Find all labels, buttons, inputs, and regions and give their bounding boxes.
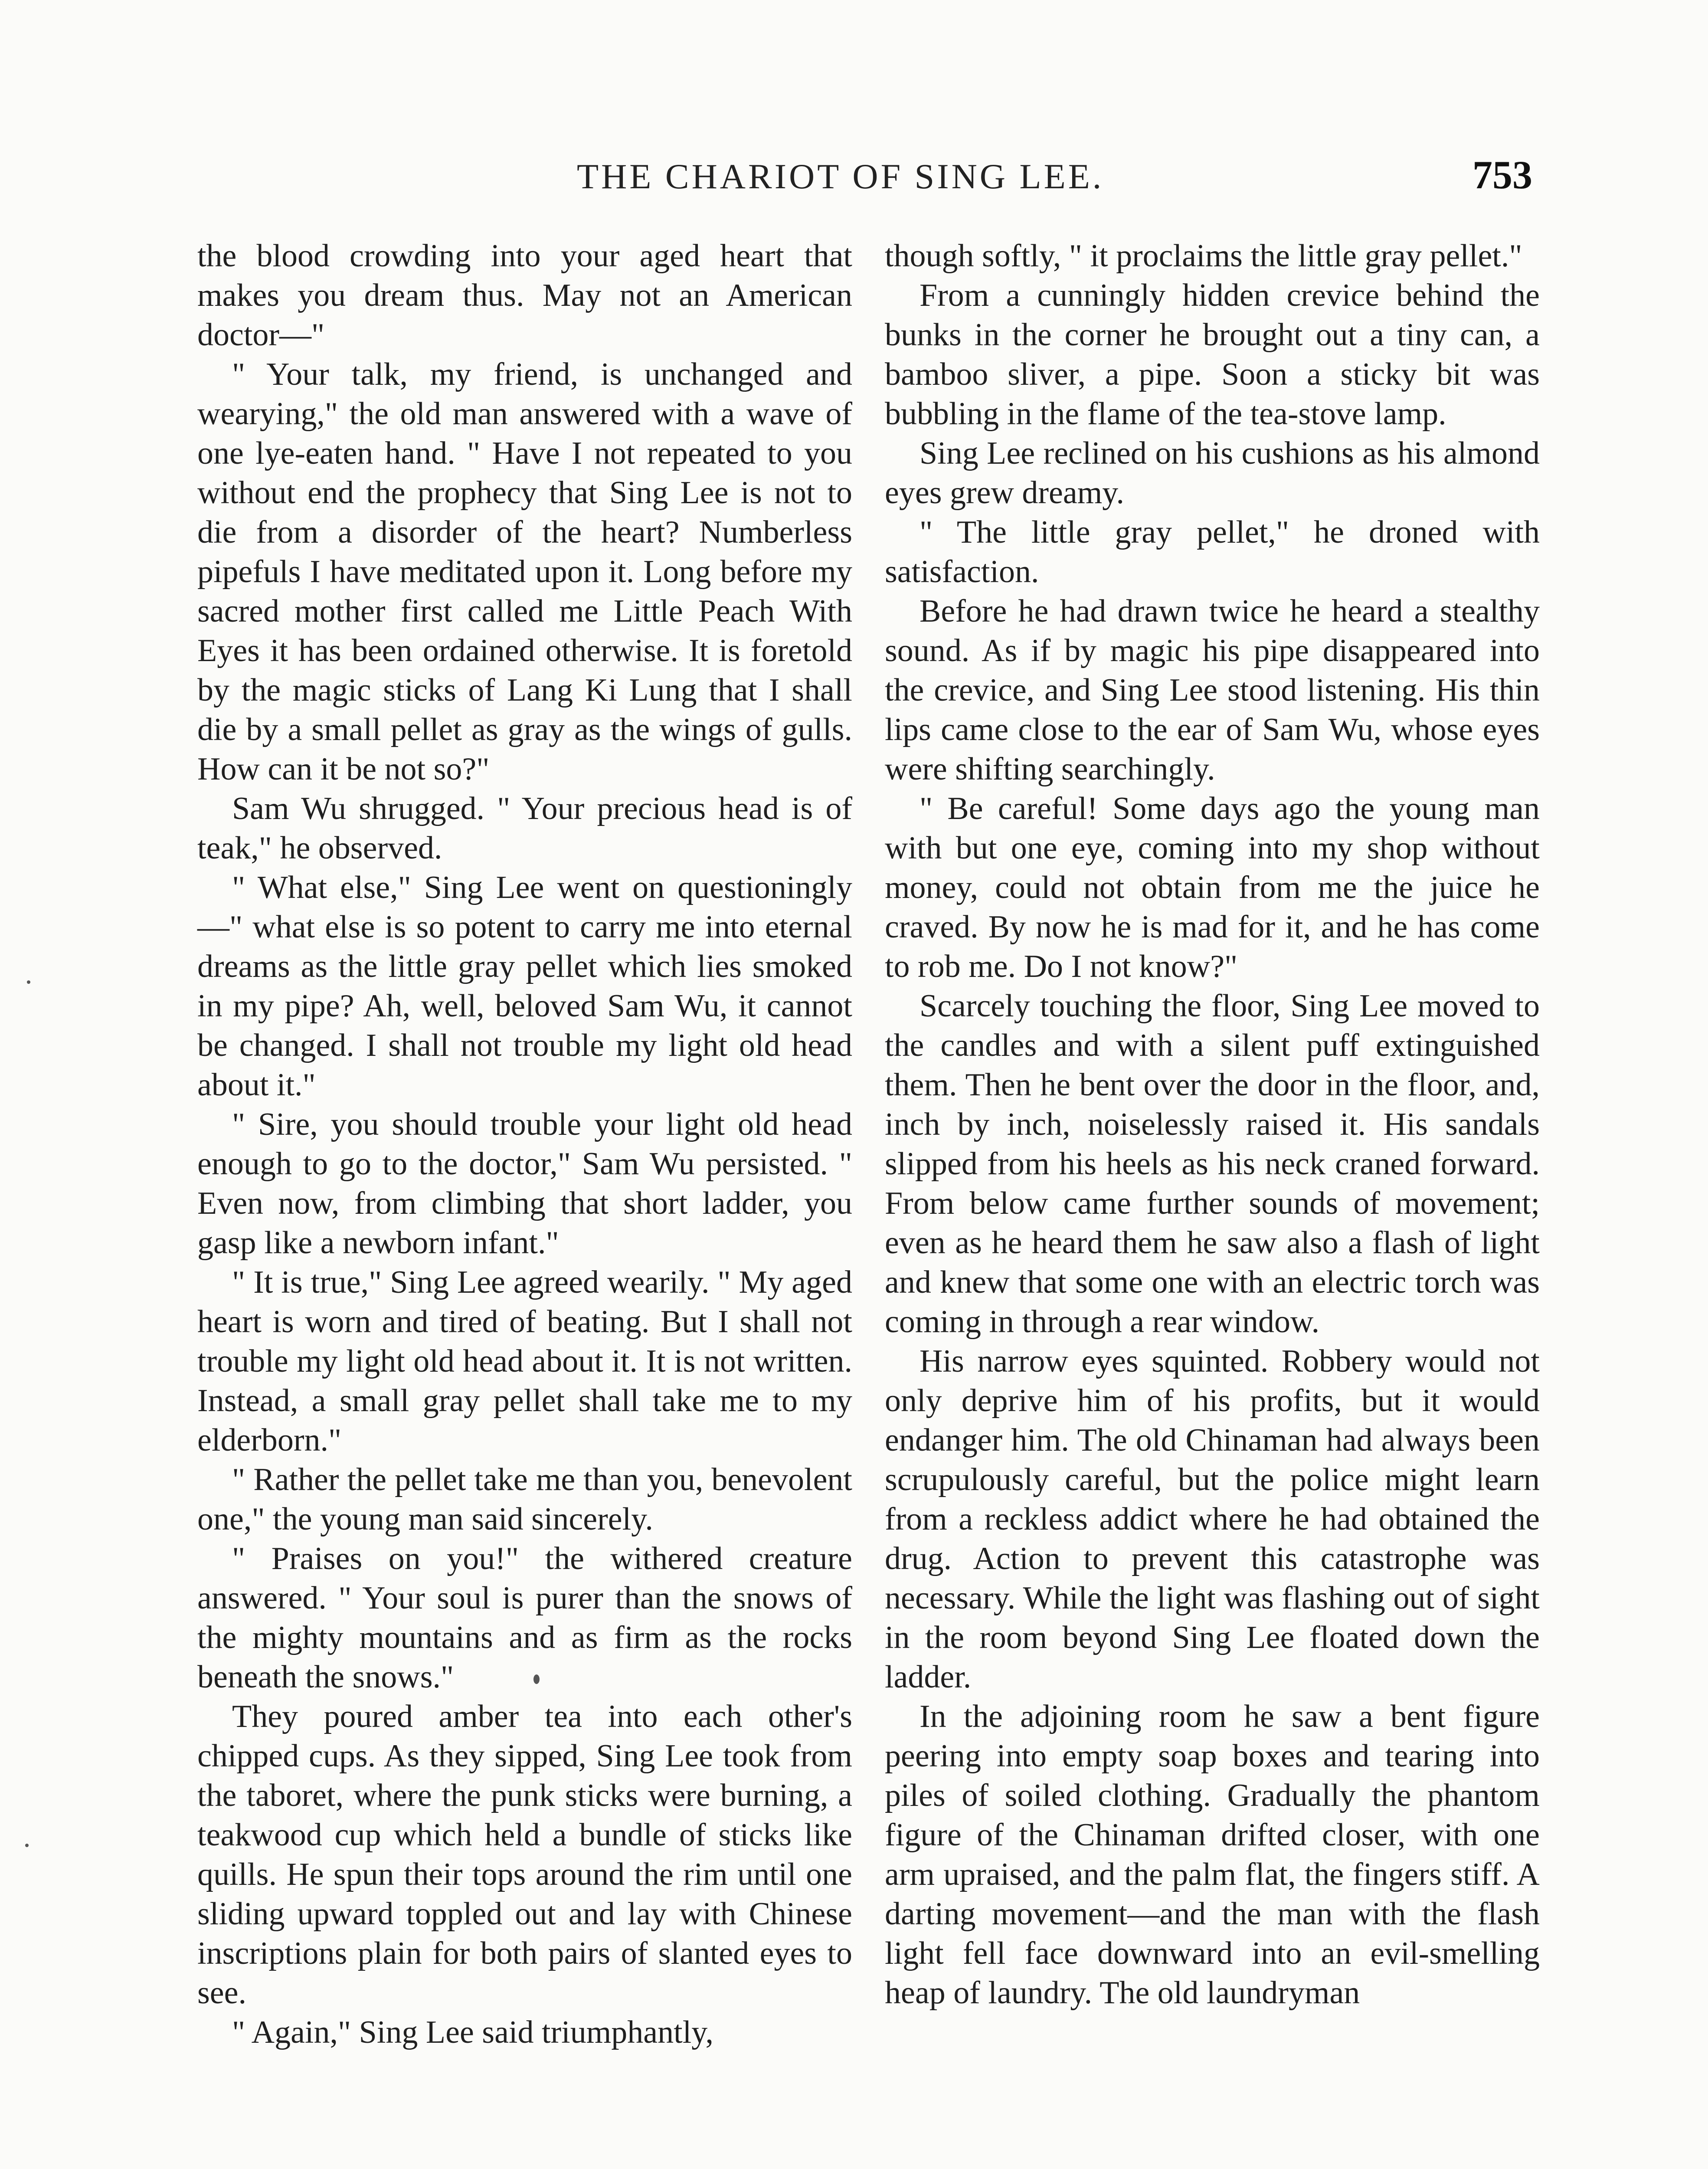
paragraph: Scarcely touching the floor, Sing Lee moved to the candles and with a silent puff extinguished them. Then he bent over the door in the floor, and, inch by inch, noiselessly raised it. His sandals slipped from his heels as his neck craned forward. From below came further sounds of movement; even as he heard them he saw also a flash of light and knew that some one with an electric torch was coming in through a rear window. <box>885 988 1540 1340</box>
paragraph: They poured amber tea into each other's chipped cups. As they sipped, Sing Lee took from the taboret, where the punk sticks were burning, a teakwood cup which held a bundle of sticks like quills. He spun their tops around the rim until one sliding upward toppled out and lay with Chinese inscriptions plain for both pairs of slanted eyes to see. <box>197 1699 852 2011</box>
paragraph: His narrow eyes squinted. Robbery would not only deprive him of his profits, but it would endanger him. The old Chinaman had always been scrupulously careful, but the police might learn from a reckless addict where he had obtained the drug. Action to prevent this catastrophe was necessary. While the light was flashing out of sight in the room beyond Sing Lee floated down the ladder. <box>885 1343 1540 1695</box>
paragraph: though softly, " it proclaims the little gray pellet." <box>885 238 1522 274</box>
ink-speck <box>25 1844 29 1847</box>
paragraph: the blood crowding into your aged heart that makes you dream thus. May not an American doctor—" <box>197 238 852 353</box>
paragraph: " Rather the pellet take me than you, benevolent one," the young man said sincerely. <box>197 1462 852 1537</box>
paragraph: From a cunningly hidden crevice behind the bunks in the corner he brought out a tiny can, a bamboo sliver, a pipe. Soon a sticky bit was bubbling in the flame of the tea-stove lamp. <box>885 278 1540 432</box>
paragraph: " Your talk, my friend, is unchanged and wearying," the old man answered with a wave of one lye-eaten hand. " Have I not repeated to you without end the prophecy that Sing Lee is not to die from a disorder of the heart? Numberless pipefuls I have meditated upon it. Long before my sacred mother first called me Little Peach With Eyes it has been ordained otherwise. It is foretold by the magic sticks of Lang Ki Lung that I shall die by a small pellet as gray as the wings of gulls. How can it be not so?" <box>197 357 852 787</box>
paragraph: Sam Wu shrugged. " Your precious head is of teak," he observed. <box>197 791 852 866</box>
paragraph: " Again," Sing Lee said triumphantly, <box>232 2015 713 2050</box>
paragraph: " Be careful! Some days ago the young man with but one eye, coming into my shop without money, could not obtain from me the juice he craved. By now he is mad for it, and he has come to rob me. Do I not know?" <box>885 791 1540 984</box>
right-text-column <box>885 236 1540 2013</box>
page-number: 753 <box>1472 153 1532 197</box>
paragraph: " It is true," Sing Lee agreed wearily. " My aged heart is worn and tired of beating. But I shall not trouble my light old head about it. It is not written. Instead, a small gray pellet shall take me to my elderborn." <box>197 1265 852 1458</box>
ink-speck <box>533 1674 540 1684</box>
paragraph: In the adjoining room he saw a bent figure peering into empty soap boxes and tearing into piles of soiled clothing. Gradually the phantom figure of the Chinaman drifted closer, with one arm upraised, and the palm flat, the fingers stiff. A darting movement—and the man with the flash light fell face downward into an evil-smelling heap of laundry. The old laundryman <box>885 1699 1540 2011</box>
paragraph: Sing Lee reclined on his cushions as his almond eyes grew dreamy. <box>885 436 1540 511</box>
running-title: THE CHARIOT OF SING LEE. <box>577 157 1104 196</box>
paragraph: " What else," Sing Lee went on questioningly—" what else is so potent to carry me into eternal dreams as the little gray pellet which lies smoked in my pipe? Ah, well, beloved Sam Wu, it cannot be changed. I shall not trouble my light old head about it." <box>197 870 852 1103</box>
ink-speck <box>27 980 30 984</box>
left-text-column <box>197 236 852 2052</box>
paragraph: " Sire, you should trouble your light old head enough to go to the doctor," Sam Wu persisted. " Even now, from climbing that short ladder, you gasp like a newborn infant." <box>197 1107 852 1261</box>
paragraph: " Praises on you!" the withered creature answered. " Your soul is purer than the snows of the mighty mountains and as firm as the rocks beneath the snows." <box>197 1541 852 1695</box>
paragraph: Before he had drawn twice he heard a stealthy sound. As if by magic his pipe disappeared into the crevice, and Sing Lee stood listening. His thin lips came close to the ear of Sam Wu, whose eyes were shifting searchingly. <box>885 593 1540 787</box>
paragraph: " The little gray pellet," he droned with satisfaction. <box>885 514 1540 590</box>
